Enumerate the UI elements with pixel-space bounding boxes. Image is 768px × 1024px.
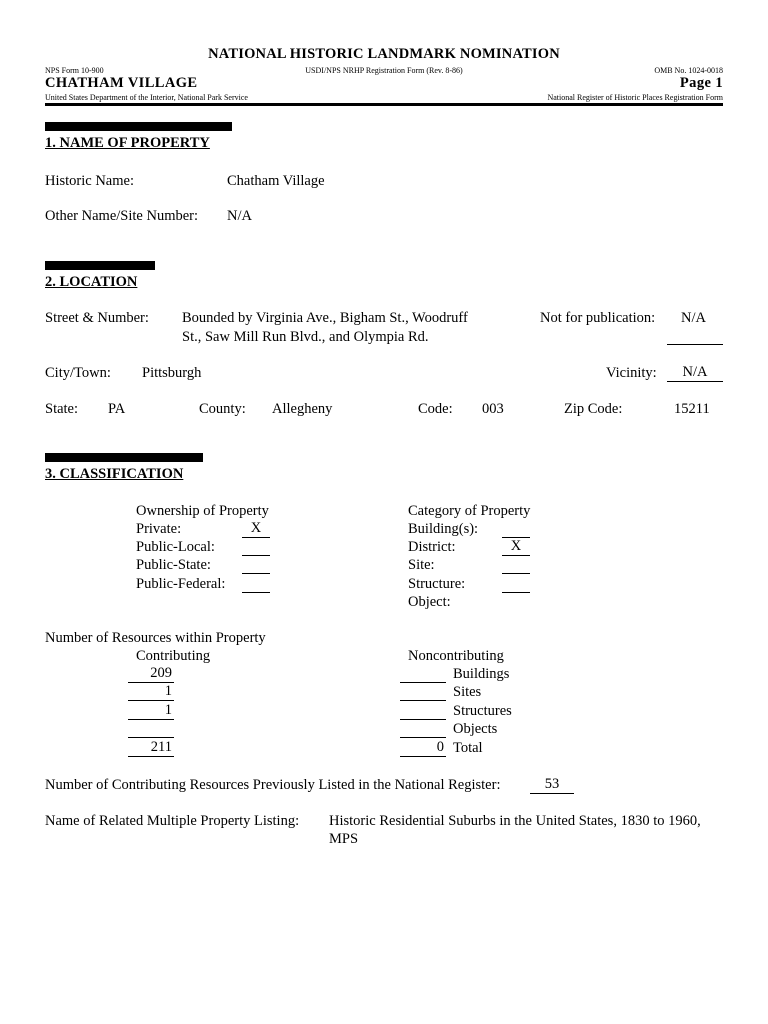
city-label: City/Town:	[45, 365, 111, 381]
county-value: Allegheny	[272, 401, 333, 417]
section1-title: 1. NAME OF PROPERTY	[45, 135, 210, 151]
noncontributing-sites	[400, 683, 446, 701]
public-federal-value	[242, 575, 270, 593]
state-label: State:	[45, 401, 79, 417]
form-number: NPS Form 10-900	[45, 66, 104, 75]
city-value: Pittsburgh	[142, 365, 202, 381]
contributing-buildings: 209	[128, 665, 174, 683]
district-label: District:	[408, 539, 456, 555]
ownership-heading: Ownership of Property	[136, 503, 269, 519]
street-label: Street & Number:	[45, 310, 149, 326]
code-label: Code:	[418, 401, 453, 417]
section3-bar	[45, 453, 203, 462]
contributing-heading: Contributing	[136, 648, 211, 664]
form-title: NATIONAL HISTORIC LANDMARK NOMINATION	[208, 46, 560, 62]
county-label: County:	[199, 401, 246, 417]
property-name-header: CHATHAM VILLAGE	[45, 75, 198, 91]
omb-number: OMB No. 1024-0018	[654, 66, 723, 75]
related-listing-value-line2: MPS	[329, 831, 359, 847]
other-name-label: Other Name/Site Number:	[45, 208, 199, 224]
category-heading: Category of Property	[408, 503, 531, 519]
private-label: Private:	[136, 521, 182, 537]
buildings-label: Building(s):	[408, 521, 479, 537]
noncontributing-total: 0	[400, 739, 446, 757]
state-value: PA	[108, 401, 126, 417]
public-state-label: Public-State:	[136, 557, 211, 573]
header-rule	[45, 103, 723, 106]
section2-bar	[45, 261, 155, 270]
code-value: 003	[482, 401, 504, 417]
district-value: X	[502, 538, 530, 556]
section3-title: 3. CLASSIFICATION	[45, 466, 184, 482]
public-federal-label: Public-Federal:	[136, 576, 226, 592]
public-local-value	[242, 538, 270, 556]
section1-bar	[45, 122, 232, 131]
page-number: Page 1	[679, 75, 723, 91]
street-value-line2: St., Saw Mill Run Blvd., and Olympia Rd.	[182, 329, 429, 345]
contributing-sites: 1	[128, 683, 174, 701]
private-value: X	[242, 520, 270, 538]
historic-name-label: Historic Name:	[45, 173, 134, 189]
previously-listed-value: 53	[530, 776, 574, 794]
site-value	[502, 556, 530, 574]
zip-label: Zip Code:	[564, 401, 623, 417]
contributing-structures: 1	[128, 702, 174, 720]
historic-name-value: Chatham Village	[227, 173, 325, 189]
buildings-value	[502, 520, 530, 538]
not-for-publication-label: Not for publication:	[540, 310, 656, 326]
public-state-value	[242, 556, 270, 574]
department-line: United States Department of the Interior, National Park Service	[45, 93, 248, 102]
not-for-publication-value: N/A	[681, 310, 706, 326]
resource-type-structures: Structures	[453, 703, 512, 719]
contributing-objects	[128, 720, 174, 738]
related-listing-label: Name of Related Multiple Property Listing:	[45, 813, 300, 829]
resource-type-buildings: Buildings	[453, 666, 510, 682]
resource-type-total: Total	[453, 740, 483, 756]
structure-label: Structure:	[408, 576, 466, 592]
street-value-line1: Bounded by Virginia Ave., Bigham St., Woodruff	[182, 310, 468, 326]
vicinity-value: N/A	[667, 364, 723, 382]
structure-value	[502, 575, 530, 593]
noncontributing-heading: Noncontributing	[408, 648, 504, 664]
related-listing-value-line1: Historic Residential Suburbs in the United States, 1830 to 1960,	[329, 813, 701, 829]
section2-title: 2. LOCATION	[45, 274, 138, 290]
contributing-total: 211	[128, 739, 174, 757]
previously-listed-label: Number of Contributing Resources Previously Listed in the National Register:	[45, 777, 501, 793]
vicinity-label: Vicinity:	[606, 365, 657, 381]
zip-value: 15211	[674, 401, 710, 417]
register-line: National Register of Historic Places Registration Form	[547, 93, 723, 102]
resource-type-objects: Objects	[453, 721, 498, 737]
other-name-value: N/A	[227, 208, 252, 224]
resource-type-sites: Sites	[453, 684, 482, 700]
noncontributing-buildings	[400, 665, 446, 683]
not-for-publication-underline	[667, 344, 723, 345]
noncontributing-structures	[400, 702, 446, 720]
form-revision: USDI/NPS NRHP Registration Form (Rev. 8-86)	[305, 66, 463, 75]
public-local-label: Public-Local:	[136, 539, 215, 555]
noncontributing-objects	[400, 720, 446, 738]
resources-heading: Number of Resources within Property	[45, 630, 266, 646]
object-label: Object:	[408, 594, 451, 610]
site-label: Site:	[408, 557, 435, 573]
